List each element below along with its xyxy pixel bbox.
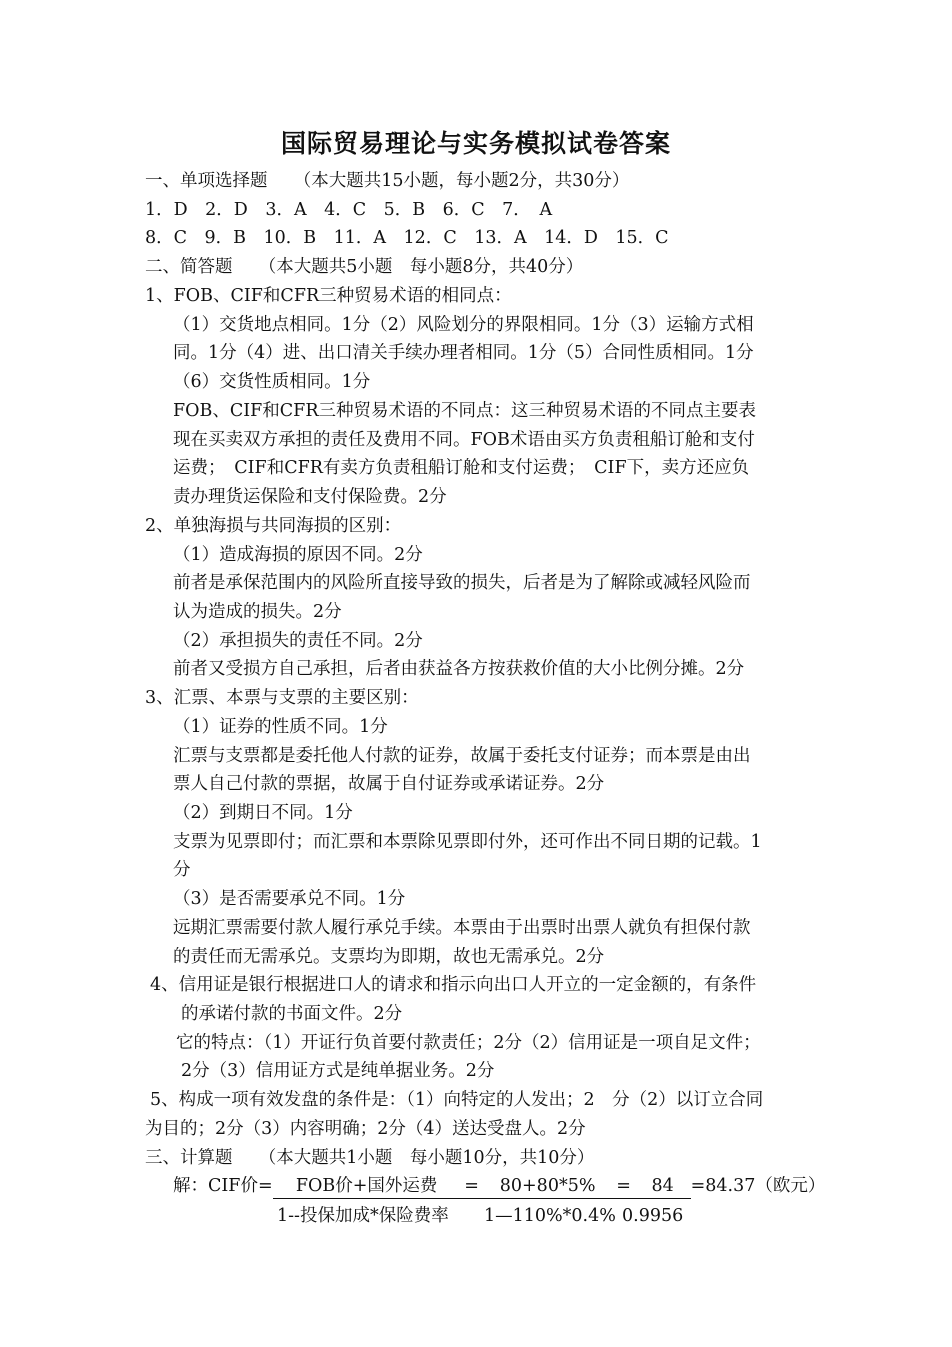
q3-line: （1）证券的性质不同。1分 <box>173 717 388 737</box>
q1-line: FOB、CIF和CFR三种贸易术语的不同点：这三种贸易术语的不同点主要表 <box>173 401 757 421</box>
q2-line: （1）造成海损的原因不同。2分 <box>173 545 423 565</box>
q3-line: 支票为见票即付；而汇票和本票除见票即付外，还可作出不同日期的记载。1 <box>173 832 762 852</box>
q3-line: 分 <box>173 860 191 880</box>
section2-header: 二、简答题 （本大题共5小题 每小题8分，共40分） <box>145 257 584 277</box>
answers-row-2: 8．C 9．B 10．B 11．A 12．C 13．A 14．D 15．C <box>145 228 669 248</box>
formula-numerator-row <box>173 1172 825 1200</box>
formula-result: =84.37（欧元） <box>690 1176 826 1196</box>
formula-denominator: 0.9956 <box>622 1206 684 1226</box>
q4-line: 4、信用证是银行根据进口人的请求和指示向出口人开立的一定金额的，有条件 <box>150 975 757 995</box>
q1-line: 运费； CIF和CFR有卖方负责租船订舱和支付运费； CIF下，卖方还应负 <box>173 458 750 478</box>
formula-numerator: 84 <box>635 1174 691 1199</box>
q4-line: 2分（3）信用证方式是纯单据业务。2分 <box>181 1061 495 1081</box>
section1-header: 一、单项选择题 （本大题共15小题，每小题2分，共30分） <box>145 171 630 191</box>
answers-row-1: 1．D 2．D 3．A 4．C 5．B 6．C 7． A <box>145 200 553 220</box>
document-title: 国际贸易理论与实务模拟试卷答案 <box>280 129 671 158</box>
q3-line: 远期汇票需要付款人履行承兑手续。本票由于出票时出票人就负有担保付款 <box>173 918 751 938</box>
formula-numerator: FOB价+国外运费 <box>273 1174 461 1199</box>
q2-title: 2、单独海损与共同海损的区别： <box>145 516 402 536</box>
q1-line: 责办理货运保险和支付保险费。2分 <box>173 487 447 507</box>
q5-line: 5、构成一项有效发盘的条件是：（1）向特定的人发出；2 分（2）以订立合同 <box>150 1090 764 1110</box>
q1-line: （1）交货地点相同。1分（2）风险划分的界限相同。1分（3）运输方式相 <box>173 315 754 335</box>
q5-line: 为目的；2分（3）内容明确；2分（4）送达受盘人。2分 <box>145 1119 586 1139</box>
q1-title: 1、FOB、CIF和CFR三种贸易术语的相同点： <box>145 286 512 306</box>
q3-line: 票人自己付款的票据，故属于自付证券或承诺证券。2分 <box>173 774 605 794</box>
q3-line: （2）到期日不同。1分 <box>173 803 353 823</box>
section3-header: 三、计算题 （本大题共1小题 每小题10分，共10分） <box>145 1148 595 1168</box>
q1-line: （6）交货性质相同。1分 <box>173 372 371 392</box>
q3-title: 3、汇票、本票与支票的主要区别： <box>145 688 419 708</box>
q1-line: 现在买卖双方承担的责任及费用不同。FOB术语由买方负责租船订舱和支付 <box>173 430 755 450</box>
formula-equals: = <box>613 1174 635 1199</box>
q1-line: 同。1分（4）进、出口清关手续办理者相同。1分（5）合同性质相同。1分 <box>173 343 754 363</box>
formula-denominator: 1--投保加成*保险费率 <box>277 1206 449 1226</box>
formula-equals: = <box>461 1174 483 1199</box>
formula-numerator: 80+80*5% <box>483 1174 613 1199</box>
q2-line: 认为造成的损失。2分 <box>173 602 342 622</box>
formula-denominator: 1—110%*0.4% <box>484 1206 616 1226</box>
q4-line: 它的特点：（1）开证行负首要付款责任；2分（2）信用证是一项自足文件； <box>176 1033 761 1053</box>
formula-prefix: 解：CIF价= <box>173 1176 273 1196</box>
q3-line: 的责任而无需承兑。支票均为即期，故也无需承兑。2分 <box>173 947 605 967</box>
q4-line: 的承诺付款的书面文件。2分 <box>181 1004 403 1024</box>
q3-line: 汇票与支票都是委托他人付款的证券，故属于委托支付证券；而本票是由出 <box>173 746 751 766</box>
q2-line: 前者又受损方自己承担，后者由获益各方按获救价值的大小比例分摊。2分 <box>173 659 745 679</box>
q2-line: 前者是承保范围内的风险所直接导致的损失，后者是为了解除或减轻风险而 <box>173 573 751 593</box>
q2-line: （2）承担损失的责任不同。2分 <box>173 631 423 651</box>
q3-line: （3）是否需要承兑不同。1分 <box>173 889 406 909</box>
